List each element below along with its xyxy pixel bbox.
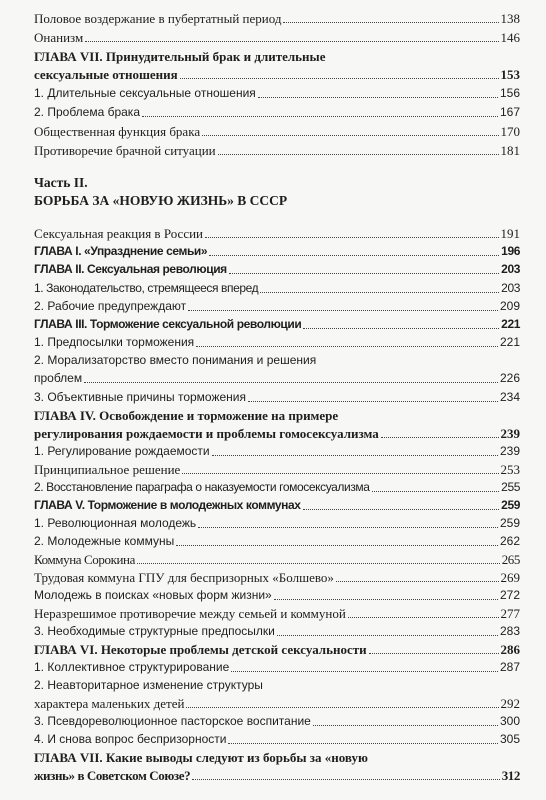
toc-entry-page: 221	[499, 335, 520, 349]
toc-entry-title: 1. Длительные сексуальные отношения	[34, 86, 256, 100]
toc-entry-page: 226	[499, 371, 520, 385]
toc-entry[interactable]	[34, 479, 520, 496]
toc-entry-page: 146	[500, 30, 520, 45]
toc-entry-title: сексуальные отношения	[34, 67, 178, 82]
toc-entry[interactable]	[34, 497, 520, 514]
leader-dots	[198, 527, 498, 528]
toc-entry-first-line: 2. Неавторитарное изменение структуры	[34, 678, 263, 692]
toc-entry-page: 167	[499, 105, 520, 119]
leader-dots	[192, 779, 499, 780]
toc-entry[interactable]	[34, 370, 520, 387]
toc-entry[interactable]	[34, 85, 520, 102]
toc-entry[interactable]	[34, 551, 520, 568]
leader-dots	[196, 346, 498, 347]
leader-dots	[283, 22, 498, 23]
toc-entry-page: 253	[500, 462, 520, 477]
toc-entry-page: 283	[499, 624, 520, 638]
toc-entry[interactable]	[34, 569, 520, 586]
toc-entry-title: ГЛАВА III. Торможение сексуальной революции	[34, 317, 302, 331]
toc-entry-title: 1. Регулирование рождаемости	[34, 444, 210, 458]
toc-entry[interactable]	[34, 767, 520, 784]
toc-entry-title: Онанизм	[34, 30, 84, 45]
leader-dots	[212, 455, 498, 456]
leader-dots	[260, 292, 499, 293]
part-subtitle: БОРЬБА ЗА «НОВУЮ ЖИЗНЬ» В СССР	[34, 193, 288, 208]
toc-entry-page: 181	[500, 143, 520, 158]
toc-entry-title: ГЛАВА I. «Упразднение семьи»	[34, 244, 208, 258]
toc-entry[interactable]	[34, 461, 520, 478]
toc-entry-page: 262	[499, 534, 520, 548]
leader-dots	[209, 255, 499, 256]
toc-entry-title: 1. Законодательство, стремящееся вперед	[34, 281, 259, 295]
toc-entry[interactable]	[34, 695, 520, 712]
toc-entry[interactable]	[34, 10, 520, 27]
toc-entry-page: 239	[499, 444, 520, 458]
toc-chapter-heading: ГЛАВА VII. Какие выводы следуют из борьбы за «новую	[34, 750, 368, 765]
toc-entry-first-line: 2. Морализаторство вместо понимания и решения	[34, 353, 317, 367]
leader-dots	[274, 599, 498, 600]
toc-entry-title: 3. Псевдореволюционное пасторское воспитание	[34, 714, 311, 728]
toc-entry-page: 156	[499, 86, 520, 100]
toc-entry[interactable]	[34, 225, 520, 242]
toc-entry-page: 153	[500, 67, 520, 82]
leader-dots	[137, 563, 500, 564]
part-title: Часть II.	[34, 175, 88, 190]
leader-dots	[228, 743, 498, 744]
toc-entry-title: 3. Объективные причины торможения	[34, 390, 246, 404]
leader-dots	[188, 310, 498, 311]
toc-entry[interactable]	[34, 261, 520, 278]
leader-dots	[303, 328, 499, 329]
toc-entry-title: 2. Рабочие предупреждают	[34, 299, 187, 313]
toc-entry[interactable]	[34, 515, 520, 532]
leader-dots	[381, 437, 499, 438]
toc-chapter-heading: ГЛАВА VII. Принудительный брак и длительные	[34, 49, 326, 64]
toc-entry[interactable]	[34, 623, 520, 640]
leader-dots	[84, 382, 498, 383]
toc-entry-page: 203	[501, 262, 520, 276]
toc-entry-title: Общественная функция брака	[34, 124, 201, 139]
toc-entry-title: 2. Молодежные коммуны	[34, 534, 175, 548]
toc-chapter-heading: ГЛАВА IV. Освобождение и торможение на примере	[34, 408, 339, 423]
leader-dots	[277, 635, 498, 636]
leader-dots	[313, 725, 498, 726]
toc-entry-page: 272	[499, 588, 520, 602]
toc-entry-page: 221	[501, 317, 520, 331]
toc-entry-page: 239	[500, 426, 520, 441]
toc-entry[interactable]	[34, 334, 520, 351]
leader-dots	[205, 237, 498, 238]
toc-entry-page: 287	[499, 660, 520, 674]
toc-entry[interactable]	[34, 425, 520, 442]
leader-dots	[176, 545, 498, 546]
toc-entry-title: Неразрешимое противоречие между семьей и коммуной	[34, 606, 346, 621]
toc-entry[interactable]	[34, 66, 520, 83]
toc-entry[interactable]	[34, 104, 520, 121]
leader-dots	[218, 154, 499, 155]
toc-entry-title: 3. Необходимые структурные предпосылки	[34, 624, 275, 638]
toc-entry-title: 2. Проблема брака	[34, 105, 140, 119]
leader-dots	[180, 78, 499, 79]
toc-entry-title: Противоречие брачной ситуации	[34, 143, 216, 158]
toc-entry-title: 1. Революционная молодежь	[34, 516, 197, 530]
toc-entry[interactable]	[34, 316, 520, 333]
toc-entry-page: 286	[500, 642, 520, 657]
toc-entry-page: 209	[499, 299, 520, 313]
toc-entry-title: 2. Восстановление параграфа о наказуемости гомосексуализма	[34, 480, 370, 494]
toc-entry-title: Сексуальная реакция в России	[34, 226, 204, 241]
leader-dots	[85, 41, 498, 42]
toc-entry-title: проблем	[34, 371, 83, 385]
toc-entry-page: 255	[501, 480, 520, 494]
toc-entry-page: 234	[499, 390, 520, 404]
toc-entry-page: 312	[501, 768, 520, 783]
toc-entry-title: 1. Предпосылки торможения	[34, 335, 195, 349]
toc-entry-title: 4. И снова вопрос беспризорности	[34, 732, 227, 746]
leader-dots	[229, 273, 499, 274]
toc-entry[interactable]	[34, 142, 520, 159]
toc-entry-page: 265	[501, 552, 520, 567]
toc-entry-page: 300	[499, 714, 520, 728]
toc-entry[interactable]	[34, 605, 520, 622]
toc-entry[interactable]	[34, 243, 520, 260]
toc-entry-page: 292	[500, 696, 520, 711]
leader-dots	[369, 653, 499, 654]
toc-entry-title: Коммуна Сорокина	[34, 552, 135, 567]
leader-dots	[303, 509, 500, 510]
toc-entry[interactable]	[34, 731, 520, 748]
toc-entry[interactable]	[34, 389, 520, 406]
toc-entry[interactable]	[34, 533, 520, 550]
toc-entry[interactable]	[34, 123, 520, 140]
toc-entry[interactable]	[34, 641, 520, 658]
toc-entry[interactable]	[34, 280, 520, 297]
toc-entry-title: характера маленьких детей	[34, 696, 185, 711]
toc-entry-page: 203	[501, 281, 520, 295]
leader-dots	[336, 581, 499, 582]
toc-entry[interactable]	[34, 29, 520, 46]
toc-entry[interactable]	[34, 713, 520, 730]
toc-entry-page: 259	[499, 516, 520, 530]
toc-entry[interactable]	[34, 659, 520, 676]
leader-dots	[258, 97, 498, 98]
toc-entry-title: Трудовая коммуна ГПУ для беспризорных «Болшево»	[34, 570, 334, 585]
toc-entry-title: ГЛАВА VI. Некоторые проблемы детской сексуальности	[34, 642, 367, 657]
leader-dots	[372, 491, 500, 492]
leader-dots	[248, 401, 498, 402]
toc-entry[interactable]	[34, 443, 520, 460]
toc-entry-title: Принципиальное решение	[34, 462, 181, 477]
leader-dots	[348, 617, 499, 618]
toc-entry-title: ГЛАВА II. Сексуальная революция	[34, 262, 227, 276]
leader-dots	[142, 116, 498, 117]
toc-entry-page: 191	[500, 226, 520, 241]
toc-entry-page: 170	[500, 124, 520, 139]
toc-entry[interactable]	[34, 587, 520, 604]
toc-entry[interactable]	[34, 298, 520, 315]
toc-entry-title: регулирования рождаемости и проблемы гомосексуализма	[34, 426, 379, 441]
toc-entry-title: Молодежь в поисках «новых форм жизни»	[34, 588, 272, 602]
leader-dots	[231, 671, 498, 672]
leader-dots	[182, 473, 498, 474]
toc-entry-page: 305	[499, 732, 520, 746]
toc-entry-page: 196	[501, 244, 520, 258]
toc-entry-title: 1. Коллективное структурирование	[34, 660, 230, 674]
toc-entry-page: 138	[500, 11, 520, 26]
leader-dots	[202, 135, 498, 136]
toc-entry-title: Половое воздержание в пубертатный период	[34, 11, 282, 26]
toc-entry-page: 259	[501, 498, 520, 512]
toc-entry-page: 269	[500, 570, 520, 585]
leader-dots	[186, 707, 498, 708]
toc-entry-page: 277	[500, 606, 520, 621]
toc-entry-title: жизнь» в Советском Союзе?	[34, 768, 191, 783]
toc-entry-title: ГЛАВА V. Торможение в молодежных коммунах	[34, 498, 301, 512]
